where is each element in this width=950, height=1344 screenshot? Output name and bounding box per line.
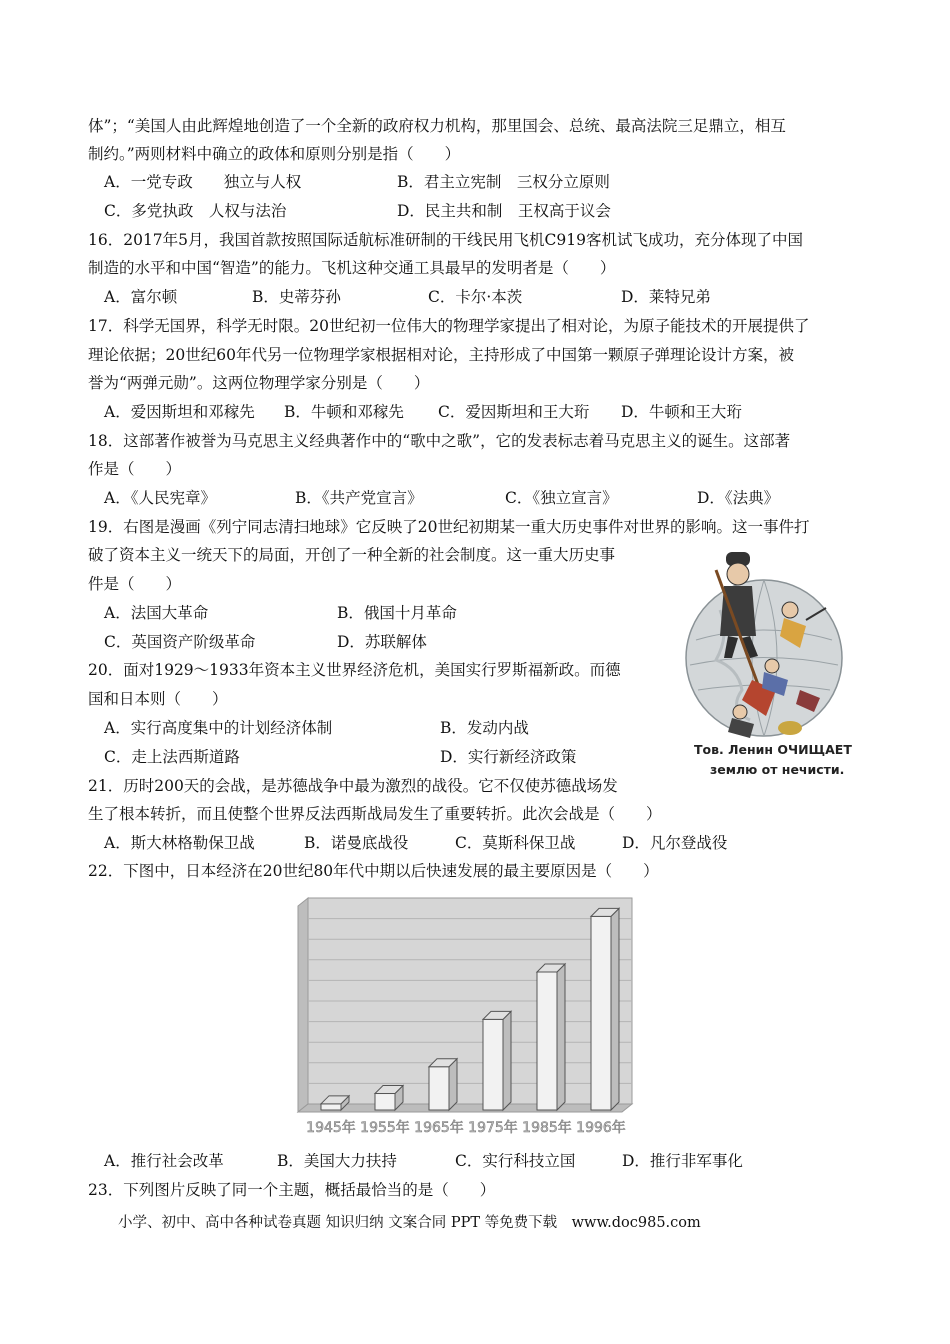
- q21-text-line-2: 生了根本转折，而且使整个世界反法西斯战局发生了重要转折。此次会战是（ ）: [88, 805, 662, 823]
- chart-bar: [591, 908, 619, 1110]
- q21-option-b: B．诺曼底战役: [304, 834, 409, 852]
- q20-option-c: C．走上法西斯道路: [104, 748, 240, 766]
- q15-option-c: C．多党执政 人权与法治: [104, 202, 287, 220]
- chart-bar: [375, 1086, 403, 1110]
- cartoon-caption-line-2: землю от нечисти.: [710, 762, 845, 777]
- q21-text-line-1: 21．历时200天的会战，是苏德战争中最为激烈的战役。它不仅使苏德战场发: [88, 777, 618, 795]
- chart-x-tick-label: 1955年: [360, 1120, 410, 1136]
- q19-option-d: D．苏联解体: [337, 633, 427, 651]
- chart-bar: [483, 1011, 511, 1110]
- q15-option-d: D．民主共和制 王权高于议会: [397, 202, 611, 220]
- q18-text-line-2: 作是（ ）: [88, 460, 182, 478]
- chart-floor: [298, 1104, 632, 1112]
- chart-bar-front: [537, 972, 557, 1110]
- q16-text-line-1: 16．2017年5月，我国首款按照国际适航标准研制的干线民用飞机C919客机试飞成功，充分体现了中国: [88, 231, 803, 249]
- q20-option-a: A．实行高度集中的计划经济体制: [104, 719, 333, 737]
- chart-bar-front: [591, 916, 611, 1110]
- q22-option-d: D．推行非军事化: [622, 1152, 743, 1170]
- chart-x-tick-label: 1945年: [306, 1120, 356, 1136]
- q16-option-d: D．莱特兄弟: [621, 288, 711, 306]
- q23-text-line-1: 23．下列图片反映了同一个主题，概括最恰当的是（ ）: [88, 1181, 496, 1199]
- q22-option-a: A．推行社会改革: [104, 1152, 224, 1170]
- chart-bar-front: [483, 1019, 503, 1110]
- q17-text-line-2: 理论依据；20世纪60年代另一位物理学家根据相对论，主持形成了中国第一颗原子弹理论设计方案，被: [88, 346, 794, 364]
- q16-text-line-2: 制造的水平和中国“智造”的能力。飞机这种交通工具最早的发明者是（ ）: [88, 259, 616, 277]
- q18-option-c: C．《独立宣言》: [505, 489, 618, 507]
- page-footer: 小学、初中、高中各种试卷真题 知识归纳 文案合同 PPT 等免费下载 www.doc985.com: [118, 1215, 701, 1231]
- q19-text-line-2: 破了资本主义一统天下的局面，开创了一种全新的社会制度。这一重大历史事: [88, 546, 616, 564]
- q15-option-b: B．君主立宪制 三权分立原则: [397, 173, 610, 191]
- q20-text-line-1: 20．面对1929～1933年资本主义世界经济危机，美国实行罗斯福新政。而德: [88, 661, 621, 679]
- chart-side-wall: [298, 898, 308, 1112]
- chart-bar: [537, 964, 565, 1110]
- q21-option-c: C．莫斯科保卫战: [455, 834, 576, 852]
- chart-bar-front: [375, 1094, 395, 1110]
- chart-svg: [294, 890, 640, 1138]
- q15-option-a: A．一党专政 独立与人权: [104, 173, 302, 191]
- q19-option-b: B．俄国十月革命: [337, 604, 457, 622]
- q17-option-b: B．牛顿和邓稼先: [284, 403, 404, 421]
- q17-text-line-1: 17．科学无国界，科学无时限。20世纪初一位伟大的物理学家提出了相对论，为原子能技术的开展提供了: [88, 317, 810, 335]
- q19-text-line-1: 19．右图是漫画《列宁同志清扫地球》它反映了20世纪初期某一重大历史事件对世界的影响。这一事件打: [88, 518, 810, 536]
- lenin-cartoon-image: [680, 540, 852, 784]
- chart-x-tick-label: 1996年: [576, 1120, 626, 1136]
- chart-x-tick-label: 1975年: [468, 1120, 518, 1136]
- chart-bar-side: [611, 908, 619, 1110]
- q21-option-a: A．斯大林格勒保卫战: [104, 834, 255, 852]
- q17-option-c: C．爱因斯坦和王大珩: [438, 403, 590, 421]
- q16-option-c: C．卡尔·本茨: [428, 288, 523, 306]
- chart-x-labels: [306, 1119, 626, 1136]
- q21-option-d: D．凡尔登战役: [622, 834, 728, 852]
- q22-option-b: B．美国大力扶持: [277, 1152, 397, 1170]
- q18-text-line-1: 18．这部著作被誉为马克思主义经典著作中的“歌中之歌”，它的发表标志着马克思主义的诞生。这部著: [88, 432, 791, 450]
- q17-option-d: D．牛顿和王大珩: [621, 403, 742, 421]
- q20-option-d: D．实行新经济政策: [440, 748, 577, 766]
- chart-bar-front: [429, 1067, 449, 1110]
- q22-option-c: C．实行科技立国: [455, 1152, 576, 1170]
- cartoon-caption-line-1: Тов. Ленин ОЧИЩАЕТ: [694, 742, 852, 757]
- chart-bar-side: [557, 964, 565, 1110]
- chart-bar-side: [449, 1059, 457, 1110]
- q19-option-c: C．英国资产阶级革命: [104, 633, 256, 651]
- q19-option-a: A．法国大革命: [104, 604, 209, 622]
- japan-economy-bar-chart: [294, 890, 640, 1138]
- q15-text-line-1: 体”；“美国人由此辉煌地创造了一个全新的政府权力机构，那里国会、总统、最高法院三足鼎立，相互: [88, 117, 786, 135]
- q15-text-line-2: 制约。”两则材料中确立的政体和原则分别是指（ ）: [88, 145, 461, 163]
- q18-option-d: D．《法典》: [697, 489, 780, 507]
- q16-option-b: B．史蒂芬孙: [252, 288, 341, 306]
- q20-text-line-2: 国和日本则（ ）: [88, 690, 228, 708]
- q18-option-a: A．《人民宪章》: [104, 489, 216, 507]
- q18-option-b: B．《共产党宣言》: [295, 489, 423, 507]
- chart-bar: [429, 1059, 457, 1110]
- q19-text-line-3: 件是（ ）: [88, 575, 182, 593]
- chart-x-tick-label: 1965年: [414, 1120, 464, 1136]
- q22-text-line-1: 22．下图中，日本经济在20世纪80年代中期以后快速发展的最主要原因是（ ）: [88, 862, 659, 880]
- chart-bar-side: [503, 1011, 511, 1110]
- q17-text-line-3: 誉为“两弹元勋”。这两位物理学家分别是（ ）: [88, 374, 430, 392]
- q16-option-a: A．富尔顿: [104, 288, 178, 306]
- chart-bar-front: [321, 1104, 341, 1110]
- q17-option-a: A．爱因斯坦和邓稼先: [104, 403, 255, 421]
- chart-x-tick-label: 1985年: [522, 1120, 572, 1136]
- q20-option-b: B．发动内战: [440, 719, 529, 737]
